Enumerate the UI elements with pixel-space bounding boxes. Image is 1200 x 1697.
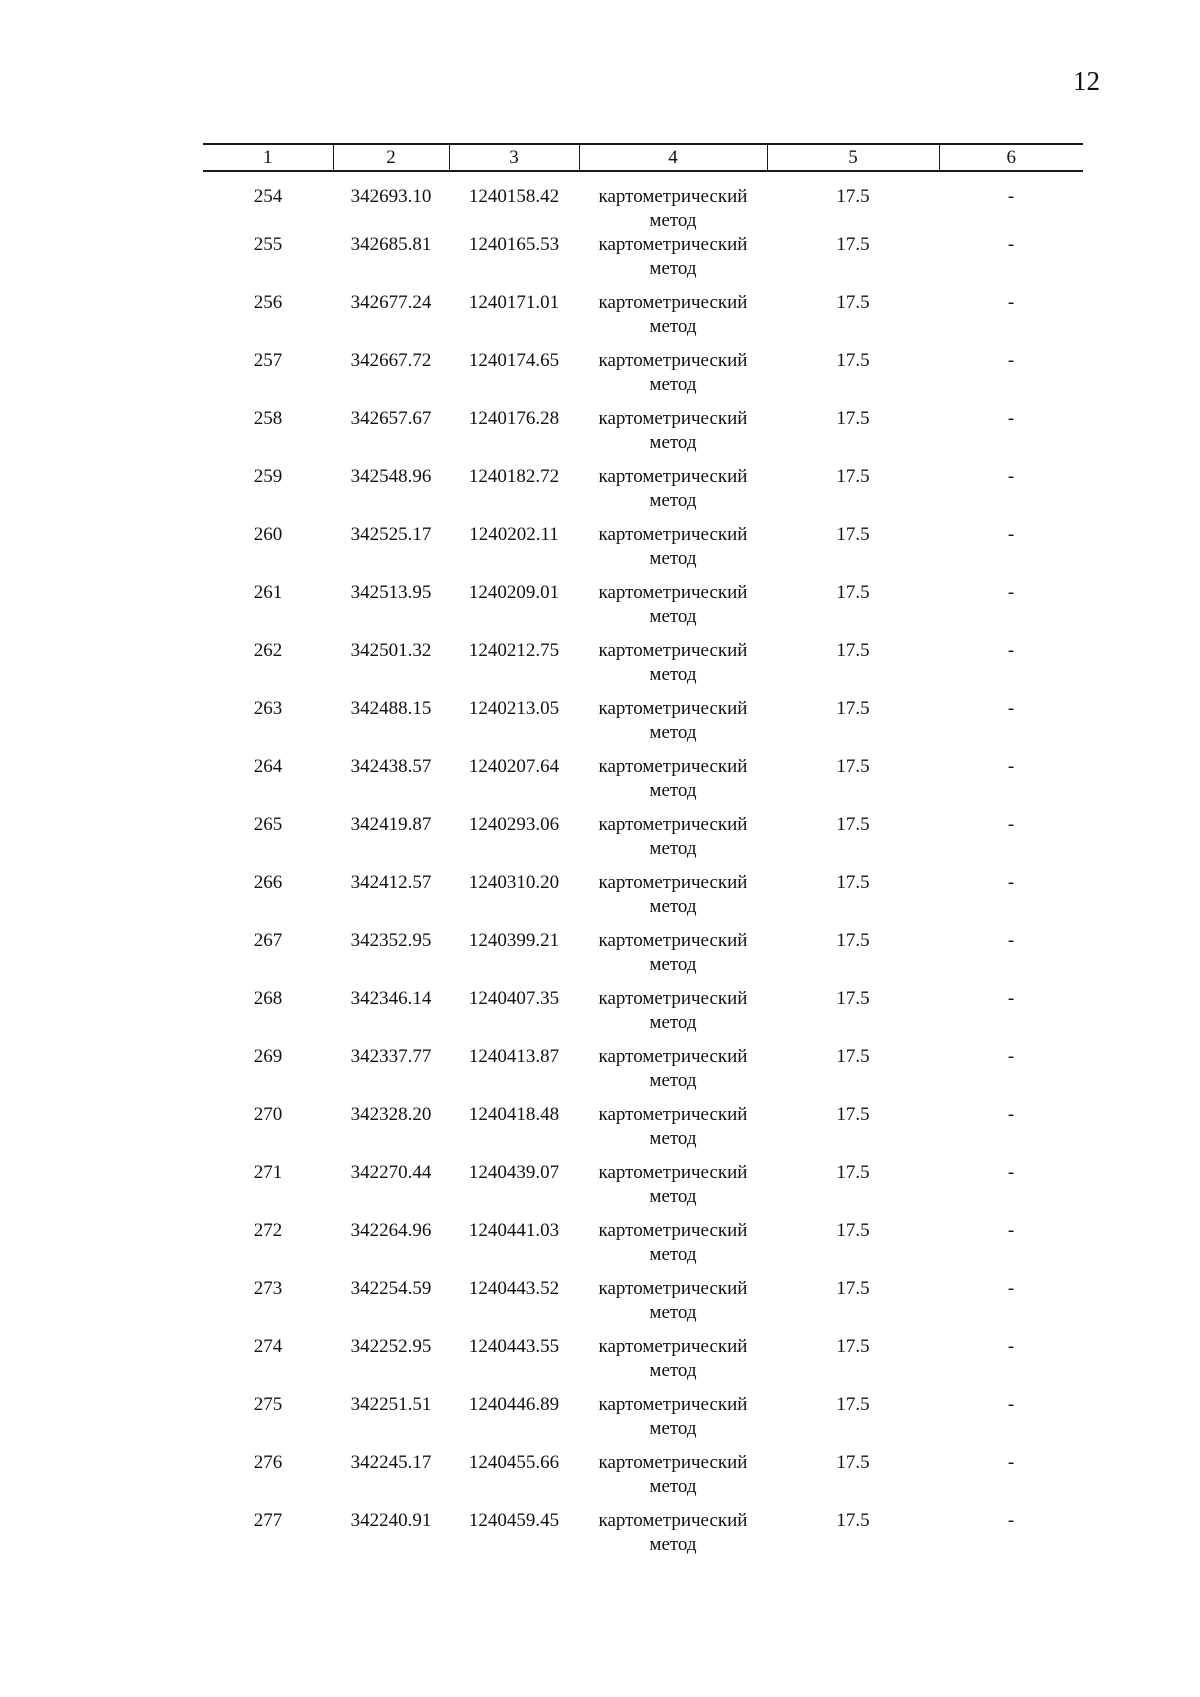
- note-cell: -: [1007, 1046, 1015, 1067]
- accuracy-cell: 17.5: [836, 292, 870, 313]
- accuracy-cell: 17.5: [836, 814, 870, 835]
- method-cell: [579, 813, 767, 871]
- accuracy-cell: 17.5: [836, 1394, 870, 1415]
- column-header: 3: [449, 144, 579, 171]
- x-coordinate-cell: 342337.77: [350, 1046, 432, 1067]
- x-coordinate-cell: 342240.91: [350, 1510, 432, 1531]
- method-cell: [579, 1509, 767, 1567]
- point-number-cell: 260: [253, 524, 283, 545]
- method-cell: [579, 1393, 767, 1451]
- x-coordinate-cell: 342352.95: [350, 930, 432, 951]
- method-text: картометрический метод: [598, 234, 748, 279]
- x-coordinate-cell: 342438.57: [350, 756, 432, 777]
- method-text: картометрический метод: [598, 1162, 748, 1207]
- column-header: 4: [579, 144, 767, 171]
- x-coordinate-cell: 342419.87: [350, 814, 432, 835]
- y-coordinate-cell: 1240399.21: [468, 930, 560, 951]
- y-coordinate-cell: 1240202.11: [469, 524, 559, 545]
- method-cell: [579, 1451, 767, 1509]
- method-cell: [579, 929, 767, 987]
- method-cell: [579, 349, 767, 407]
- y-coordinate-cell: 1240293.06: [468, 814, 560, 835]
- note-cell: -: [1007, 930, 1015, 951]
- accuracy-cell: 17.5: [836, 698, 870, 719]
- method-cell: [579, 1335, 767, 1393]
- point-number-cell: 272: [253, 1220, 283, 1241]
- method-text: картометрический метод: [598, 1278, 748, 1323]
- point-number-cell: 256: [253, 292, 283, 313]
- point-number-cell: 261: [253, 582, 283, 603]
- x-coordinate-cell: 342270.44: [350, 1162, 432, 1183]
- y-coordinate-cell: 1240209.01: [468, 582, 560, 603]
- x-coordinate-cell: 342513.95: [350, 582, 432, 603]
- method-text: картометрический метод: [598, 408, 748, 453]
- note-cell: -: [1007, 1394, 1015, 1415]
- x-coordinate-cell: 342252.95: [350, 1336, 432, 1357]
- y-coordinate-cell: 1240413.87: [468, 1046, 560, 1067]
- point-number-cell: 274: [253, 1336, 283, 1357]
- note-cell: -: [1007, 1336, 1015, 1357]
- point-number-cell: 267: [253, 930, 283, 951]
- point-number-cell: 266: [253, 872, 283, 893]
- method-text: картометрический метод: [598, 1510, 748, 1555]
- note-cell: -: [1007, 524, 1015, 545]
- accuracy-cell: 17.5: [836, 582, 870, 603]
- method-text: картометрический метод: [598, 756, 748, 801]
- method-text: картометрический метод: [598, 930, 748, 975]
- accuracy-cell: 17.5: [836, 408, 870, 429]
- method-text: картометрический метод: [598, 872, 748, 917]
- table-row: [203, 1161, 1083, 1219]
- method-cell: [579, 1103, 767, 1161]
- note-cell: -: [1007, 1510, 1015, 1531]
- note-cell: -: [1007, 1162, 1015, 1183]
- point-number-cell: 255: [253, 234, 283, 255]
- y-coordinate-cell: 1240310.20: [468, 872, 560, 893]
- method-cell: [579, 171, 767, 233]
- y-coordinate-cell: 1240207.64: [468, 756, 560, 777]
- x-coordinate-cell: 342264.96: [350, 1220, 432, 1241]
- table-row: [203, 1335, 1083, 1393]
- note-cell: -: [1007, 1278, 1015, 1299]
- accuracy-cell: 17.5: [836, 1162, 870, 1183]
- note-cell: -: [1007, 186, 1015, 207]
- y-coordinate-cell: 1240446.89: [468, 1394, 560, 1415]
- x-coordinate-cell: 342251.51: [350, 1394, 432, 1415]
- method-text: картометрический метод: [598, 1394, 748, 1439]
- note-cell: -: [1007, 350, 1015, 371]
- y-coordinate-cell: 1240418.48: [468, 1104, 560, 1125]
- x-coordinate-cell: 342525.17: [350, 524, 432, 545]
- method-text: картометрический метод: [598, 1104, 748, 1149]
- point-number-cell: 265: [253, 814, 283, 835]
- table-row: [203, 813, 1083, 871]
- method-cell: [579, 407, 767, 465]
- note-cell: -: [1007, 234, 1015, 255]
- table-row: [203, 987, 1083, 1045]
- point-number-cell: 258: [253, 408, 283, 429]
- y-coordinate-cell: 1240455.66: [468, 1452, 560, 1473]
- method-text: картометрический метод: [598, 582, 748, 627]
- x-coordinate-cell: 342501.32: [350, 640, 432, 661]
- accuracy-cell: 17.5: [836, 186, 870, 207]
- x-coordinate-cell: 342677.24: [350, 292, 432, 313]
- x-coordinate-cell: 342488.15: [350, 698, 432, 719]
- y-coordinate-cell: 1240165.53: [468, 234, 560, 255]
- note-cell: -: [1007, 872, 1015, 893]
- method-text: картометрический метод: [598, 1452, 748, 1497]
- method-cell: [579, 1161, 767, 1219]
- accuracy-cell: 17.5: [836, 988, 870, 1009]
- table-row: [203, 1277, 1083, 1335]
- accuracy-cell: 17.5: [836, 234, 870, 255]
- point-number-cell: 262: [253, 640, 283, 661]
- table-row: [203, 1045, 1083, 1103]
- accuracy-cell: 17.5: [836, 640, 870, 661]
- table-row: [203, 407, 1083, 465]
- table-row: [203, 1451, 1083, 1509]
- method-cell: [579, 523, 767, 581]
- method-text: картометрический метод: [598, 466, 748, 511]
- method-text: картометрический метод: [598, 814, 748, 859]
- point-number-cell: 276: [253, 1452, 283, 1473]
- point-number-cell: 268: [253, 988, 283, 1009]
- accuracy-cell: 17.5: [836, 1220, 870, 1241]
- x-coordinate-cell: 342693.10: [350, 186, 432, 207]
- note-cell: -: [1007, 466, 1015, 487]
- note-cell: -: [1007, 1452, 1015, 1473]
- method-cell: [579, 291, 767, 349]
- table-row: [203, 523, 1083, 581]
- page-number: 12: [1073, 66, 1100, 96]
- method-text: картометрический метод: [598, 1046, 748, 1091]
- accuracy-cell: 17.5: [836, 872, 870, 893]
- method-text: картометрический метод: [598, 350, 748, 395]
- table-row: [203, 1393, 1083, 1451]
- x-coordinate-cell: 342346.14: [350, 988, 432, 1009]
- accuracy-cell: 17.5: [836, 1510, 870, 1531]
- x-coordinate-cell: 342657.67: [350, 408, 432, 429]
- point-number-cell: 271: [253, 1162, 283, 1183]
- method-text: картометрический метод: [598, 292, 748, 337]
- accuracy-cell: 17.5: [836, 1452, 870, 1473]
- point-number-cell: 275: [253, 1394, 283, 1415]
- table-row: [203, 929, 1083, 987]
- point-number-cell: 264: [253, 756, 283, 777]
- table-header-row: [203, 144, 1083, 171]
- method-cell: [579, 871, 767, 929]
- x-coordinate-cell: 342245.17: [350, 1452, 432, 1473]
- method-text: картометрический метод: [598, 1336, 748, 1381]
- y-coordinate-cell: 1240441.03: [468, 1220, 560, 1241]
- method-text: картометрический метод: [598, 988, 748, 1033]
- point-number-cell: 277: [253, 1510, 283, 1531]
- table-row: [203, 697, 1083, 755]
- column-header: 1: [203, 144, 333, 171]
- accuracy-cell: 17.5: [836, 1336, 870, 1357]
- method-cell: [579, 1277, 767, 1335]
- accuracy-cell: 17.5: [836, 524, 870, 545]
- y-coordinate-cell: 1240158.42: [468, 186, 560, 207]
- note-cell: -: [1007, 1104, 1015, 1125]
- method-cell: [579, 581, 767, 639]
- y-coordinate-cell: 1240407.35: [468, 988, 560, 1009]
- accuracy-cell: 17.5: [836, 1278, 870, 1299]
- note-cell: -: [1007, 698, 1015, 719]
- note-cell: -: [1007, 292, 1015, 313]
- table-body: [203, 171, 1083, 1567]
- x-coordinate-cell: 342548.96: [350, 466, 432, 487]
- method-text: картометрический метод: [598, 1220, 748, 1265]
- point-number-cell: 273: [253, 1278, 283, 1299]
- method-cell: [579, 465, 767, 523]
- method-cell: [579, 755, 767, 813]
- method-cell: [579, 1045, 767, 1103]
- y-coordinate-cell: 1240213.05: [468, 698, 560, 719]
- accuracy-cell: 17.5: [836, 930, 870, 951]
- note-cell: -: [1007, 582, 1015, 603]
- x-coordinate-cell: 342328.20: [350, 1104, 432, 1125]
- note-cell: -: [1007, 756, 1015, 777]
- method-text: картометрический метод: [598, 186, 748, 231]
- accuracy-cell: 17.5: [836, 756, 870, 777]
- point-number-cell: 254: [253, 186, 283, 207]
- table-row: [203, 755, 1083, 813]
- table-row: [203, 1103, 1083, 1161]
- note-cell: -: [1007, 408, 1015, 429]
- point-number-cell: 269: [253, 1046, 283, 1067]
- x-coordinate-cell: 342254.59: [350, 1278, 432, 1299]
- y-coordinate-cell: 1240439.07: [468, 1162, 560, 1183]
- point-number-cell: 270: [253, 1104, 283, 1125]
- table-row: [203, 349, 1083, 407]
- table-row: [203, 465, 1083, 523]
- method-text: картометрический метод: [598, 698, 748, 743]
- column-header: 6: [939, 144, 1083, 171]
- table-row: [203, 1509, 1083, 1567]
- method-cell: [579, 639, 767, 697]
- method-text: картометрический метод: [598, 524, 748, 569]
- point-number-cell: 259: [253, 466, 283, 487]
- table-row: [203, 871, 1083, 929]
- column-header: 5: [767, 144, 939, 171]
- y-coordinate-cell: 1240176.28: [468, 408, 560, 429]
- accuracy-cell: 17.5: [836, 350, 870, 371]
- note-cell: -: [1007, 814, 1015, 835]
- table-row: [203, 639, 1083, 697]
- column-header: 2: [333, 144, 449, 171]
- table-row: [203, 581, 1083, 639]
- point-number-cell: 263: [253, 698, 283, 719]
- x-coordinate-cell: 342685.81: [350, 234, 432, 255]
- point-number-cell: 257: [253, 350, 283, 371]
- x-coordinate-cell: 342667.72: [350, 350, 432, 371]
- method-text: картометрический метод: [598, 640, 748, 685]
- table-row: [203, 233, 1083, 291]
- y-coordinate-cell: 1240174.65: [468, 350, 560, 371]
- y-coordinate-cell: 1240182.72: [468, 466, 560, 487]
- coordinates-table: [203, 143, 1083, 1567]
- x-coordinate-cell: 342412.57: [350, 872, 432, 893]
- accuracy-cell: 17.5: [836, 1104, 870, 1125]
- note-cell: -: [1007, 988, 1015, 1009]
- accuracy-cell: 17.5: [836, 1046, 870, 1067]
- accuracy-cell: 17.5: [836, 466, 870, 487]
- method-cell: [579, 1219, 767, 1277]
- method-cell: [579, 697, 767, 755]
- y-coordinate-cell: 1240443.52: [468, 1278, 560, 1299]
- note-cell: -: [1007, 640, 1015, 661]
- table-row: [203, 291, 1083, 349]
- method-cell: [579, 233, 767, 291]
- y-coordinate-cell: 1240459.45: [468, 1510, 560, 1531]
- y-coordinate-cell: 1240171.01: [468, 292, 560, 313]
- note-cell: -: [1007, 1220, 1015, 1241]
- method-cell: [579, 987, 767, 1045]
- y-coordinate-cell: 1240443.55: [468, 1336, 560, 1357]
- table-row: [203, 1219, 1083, 1277]
- y-coordinate-cell: 1240212.75: [468, 640, 560, 661]
- table-row: [203, 171, 1083, 233]
